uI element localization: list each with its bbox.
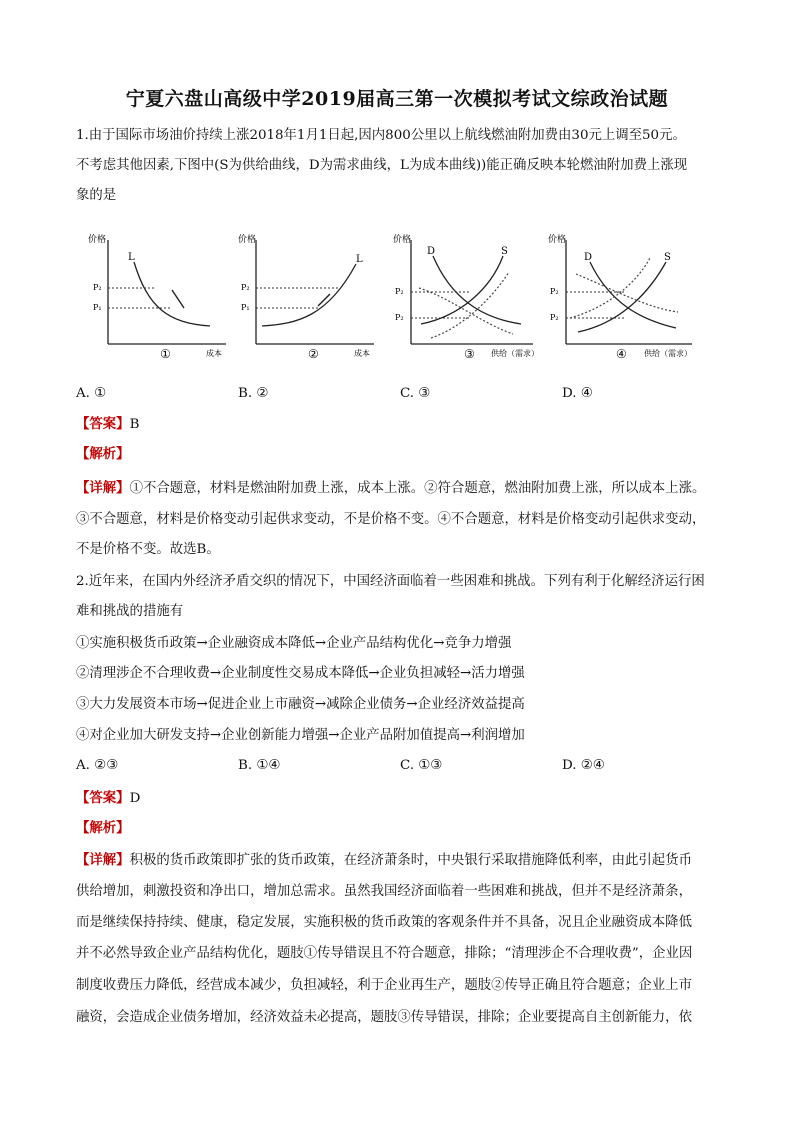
d-label: D: [427, 246, 436, 257]
q2-detail-line-6: 融资，会造成企业债务增加，经济效益未必提高，题肢③传导错误，排除；企业要提高自主创新能力，依: [76, 1010, 692, 1025]
s-label: S: [664, 252, 671, 263]
x-axis-label: 供给（需求）: [491, 349, 539, 358]
q1-figures: [88, 228, 698, 368]
p2-label: P₂: [241, 283, 250, 292]
q1-option-d: D. ④: [562, 386, 593, 401]
demand-shift-curve: [576, 274, 678, 312]
x-axis-label: 成本: [354, 349, 370, 358]
q2-answer-line: [76, 788, 726, 809]
q1-detail-line-2: ③不合题意，材料是价格变动引起供求变动，不是价格不变。④不合题意，材料是价格变动引起供求变动，: [76, 512, 706, 527]
page-title: 宁夏六盘山高级中学2019届高三第一次模拟考试文综政治试题: [125, 88, 669, 110]
figure-3: [391, 228, 541, 368]
p1-label: P₂: [395, 313, 404, 322]
figure-2: [238, 228, 388, 368]
detail-text: 积极的货币政策即扩张的货币政策，在经济萧条时，中央银行采取措施降低利率，由此引起货币: [129, 853, 692, 868]
p2-label: P₂: [395, 287, 404, 296]
answer-tag: 【答案】: [76, 416, 130, 432]
q2-stem-line-1: 2.近年来，在国内外经济矛盾交织的情况下，中国经济面临着一些困难和挑战。下列有利于化解经济运行困: [76, 574, 705, 589]
figure-4: [546, 228, 696, 368]
q1-option-b: B. ②: [238, 386, 269, 401]
answer-value: B: [129, 417, 140, 432]
q2-item-1: ①实施积极货币政策→企业融资成本降低→企业产品结构优化→竞争力增强: [76, 636, 512, 651]
x-axis-label: 成本: [206, 349, 222, 358]
p1-label: P₁: [93, 303, 102, 312]
q2-item-2: ②清理涉企不合理收费→企业制度性交易成本降低→企业负担减轻→活力增强: [76, 666, 525, 681]
detail-tag: 【详解】: [76, 480, 130, 496]
x-axis-label: 供给（需求）: [644, 349, 692, 358]
q1-stem-line-1: 1.由于国际市场油价持续上涨2018年1月1日起,因内800公里以上航线燃油附加费由30元上调至50元。: [76, 128, 686, 143]
p1-label: P₁: [241, 303, 250, 312]
q2-detail-line-3: 而是继续保持持续、健康，稳定发展，实施积极的货币政策的客观条件并不具备，况且企业融资成本降低: [76, 915, 692, 930]
curve-label: L: [356, 254, 363, 265]
y-axis-label: 价格: [238, 235, 257, 245]
cost-curve: [262, 264, 356, 326]
y-axis-label: 价格: [393, 235, 412, 245]
y-axis-label: 价格: [548, 235, 567, 245]
s-label: S: [501, 246, 508, 257]
q2-detail-line-5: 制度收费压力降低，经营成本减少，负担减轻，利于企业再生产，题肢②传导正确且符合题意；企业上市: [76, 978, 692, 993]
p2-label: P₂: [93, 283, 102, 292]
cost-curve: [134, 262, 210, 326]
figure-label: ③: [464, 347, 475, 361]
q2-detail-line-1: [76, 850, 726, 871]
q2-option-b: B. ①④: [238, 758, 281, 773]
q2-detail-line-2: 供给增加，刺激投资和净出口，增加总需求。虽然我国经济面临着一些困难和挑战，但并不是经济萧条，: [76, 884, 692, 899]
p2-label: P₂: [550, 287, 559, 296]
q1-option-a: A. ①: [76, 386, 107, 401]
figure-label: ④: [616, 347, 627, 361]
q2-item-4: ④对企业加大研发支持→企业创新能力增强→企业产品附加值提高→利润增加: [76, 728, 525, 743]
q2-analysis-tag: 【解析】: [76, 820, 130, 836]
answer-value: D: [129, 791, 141, 806]
q2-detail-line-4: 并不必然导致企业产品结构优化，题肢①传导错误且不符合题意，排除；“清理涉企不合理收费”，企业因: [76, 946, 693, 961]
q1-detail-line-1: [76, 478, 726, 499]
detail-text: ①不合题意，材料是燃油附加费上涨，成本上涨。②符合题意，燃油附加费上涨，所以成本上涨。: [129, 481, 706, 496]
y-axis-label: 价格: [88, 235, 107, 245]
demand-curve: [433, 256, 521, 324]
q2-option-d: D. ②④: [562, 758, 605, 773]
q2-item-3: ③大力发展资本市场→促进企业上市融资→减除企业债务→企业经济效益提高: [76, 697, 525, 712]
figure-label: ①: [160, 347, 171, 361]
demand-shift-curve: [419, 288, 513, 334]
q1-analysis-tag: 【解析】: [76, 446, 130, 462]
figure-1: [88, 228, 238, 368]
q2-option-a: A. ②③: [76, 758, 119, 773]
supply-curve: [421, 256, 503, 324]
q1-option-c: C. ③: [400, 386, 431, 401]
q1-detail-line-3: 不是价格不变。故选B。: [76, 542, 220, 557]
p1-label: P₂: [550, 313, 559, 322]
curve-label: L: [128, 252, 135, 263]
figure-label: ②: [308, 347, 319, 361]
d-label: D: [584, 252, 593, 263]
q1-answer-line: [76, 414, 726, 435]
q1-stem-line-3: 象的是: [76, 188, 117, 203]
detail-tag: 【详解】: [76, 852, 130, 868]
arrow-line: [172, 290, 184, 308]
answer-tag: 【答案】: [76, 790, 130, 806]
q2-stem-line-2: 难和挑战的措施有: [76, 604, 184, 619]
arrow-line: [318, 294, 330, 306]
q2-option-c: C. ①③: [400, 758, 443, 773]
q1-stem-line-2: 不考虑其他因素,下图中(S为供给曲线，D为需求曲线，L为成本曲线))能正确反映本轮燃油附加费上涨现: [76, 158, 688, 173]
supply-shift-curve: [570, 258, 650, 318]
